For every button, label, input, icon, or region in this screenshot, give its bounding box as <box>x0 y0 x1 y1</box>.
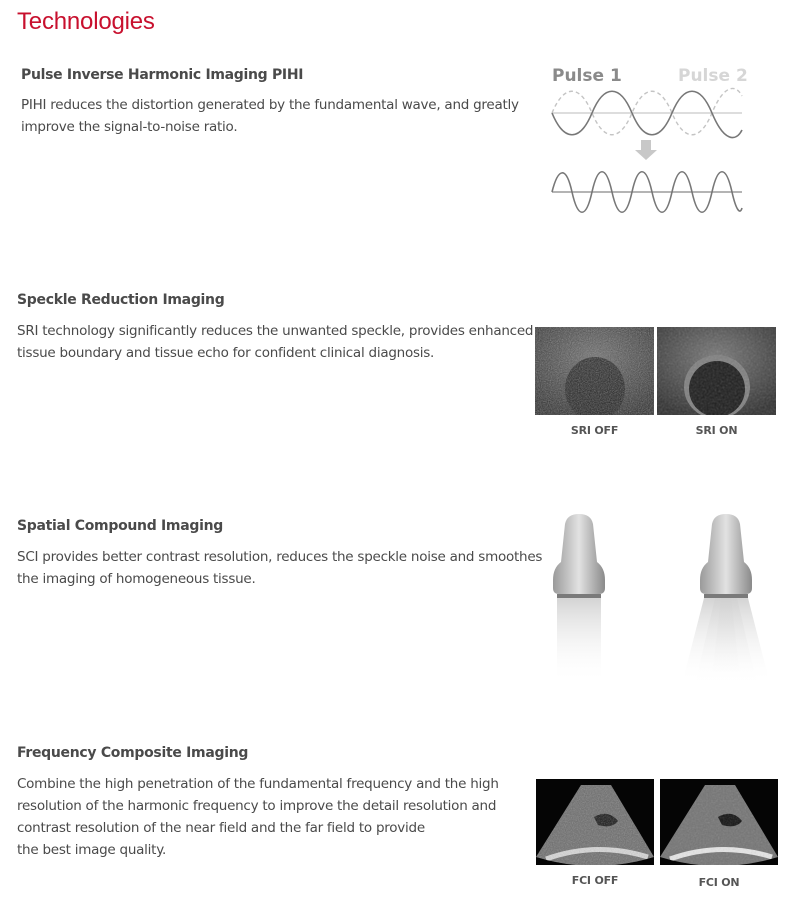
fci-line-1: Combine the high penetration of the fundamental frequency and the high <box>17 776 499 792</box>
pihi-title: Pulse Inverse Harmonic Imaging PIHI <box>21 67 304 83</box>
sri-off-image <box>535 327 654 415</box>
sci-probe-diagram <box>545 510 775 690</box>
fci-title: Frequency Composite Imaging <box>17 745 249 761</box>
page-title: Technologies <box>17 8 155 35</box>
fci-line-2: resolution of the harmonic frequency to improve the detail resolution and <box>17 798 497 814</box>
sci-description <box>17 546 542 590</box>
fci-off-image <box>536 779 654 865</box>
fci-line-3: contrast resolution of the near field and the far field to provide <box>17 820 425 836</box>
pulse-1-label: Pulse 1 <box>552 66 622 86</box>
sri-off-caption: SRI OFF <box>570 424 619 437</box>
sci-line-2: the imaging of homogeneous tissue. <box>17 571 256 587</box>
pihi-description <box>21 94 519 138</box>
sci-title: Spatial Compound Imaging <box>17 518 223 534</box>
probe-right-icon <box>682 514 770 684</box>
sri-title: Speckle Reduction Imaging <box>17 292 225 308</box>
probe-left-icon <box>553 514 605 684</box>
sri-on-image <box>657 327 776 415</box>
fci-on-caption: FCI ON <box>698 876 740 889</box>
pihi-line-2: improve the signal-to-noise ratio. <box>21 119 238 135</box>
fci-description <box>17 773 499 861</box>
sri-description <box>17 320 533 364</box>
pulse-2-wave <box>552 88 742 134</box>
fci-line-4: the best image quality. <box>17 842 167 858</box>
pihi-waveform-diagram <box>545 60 750 230</box>
fci-off-caption: FCI OFF <box>571 874 619 887</box>
pulse-2-label: Pulse 2 <box>678 66 748 86</box>
sri-line-2: tissue boundary and tissue echo for confident clinical diagnosis. <box>17 345 435 361</box>
sci-line-1: SCI provides better contrast resolution, reduces the speckle noise and smoothes <box>17 549 543 565</box>
arrow-down-icon <box>635 140 657 160</box>
pulse-1-wave <box>552 91 742 137</box>
sri-line-1: SRI technology significantly reduces the unwanted speckle, provides enhanced <box>17 323 534 339</box>
pihi-line-1: PIHI reduces the distortion generated by the fundamental wave, and greatly <box>21 97 519 113</box>
fci-on-image <box>660 779 778 865</box>
sri-on-caption: SRI ON <box>695 424 738 437</box>
